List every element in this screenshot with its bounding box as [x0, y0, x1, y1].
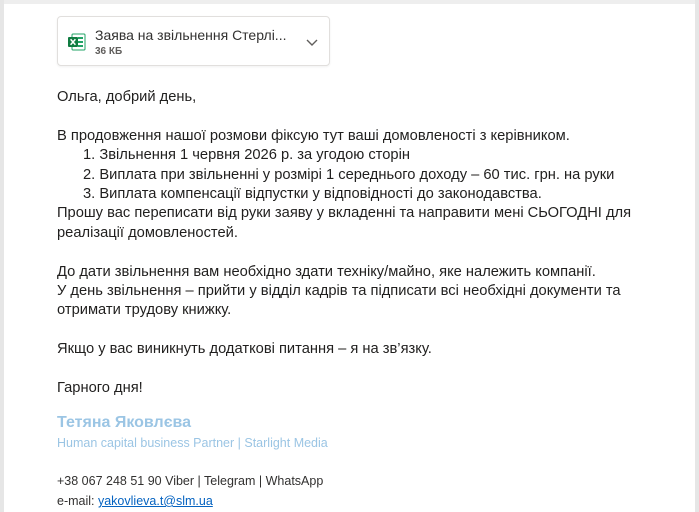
blank-line [57, 107, 687, 126]
signature-name: Тетяна Яковлєва [57, 414, 192, 431]
signature-title: Human capital business Partner | Starlight Media [57, 436, 328, 450]
message-body [57, 88, 687, 398]
dismissal-day-text: У день звільнення – прийти у відділ кадрів та підписати всі необхідні документи та отримати трудову книжку. [57, 283, 621, 319]
signature-email [57, 494, 213, 508]
excel-file-icon [67, 32, 87, 52]
email-label: e-mail: [57, 494, 98, 508]
closing-text: Гарного дня! [57, 380, 143, 397]
blank-line [57, 321, 687, 340]
intro-text: В продовження нашої розмови фіксую тут ваші домовленості з керівником. [57, 127, 570, 144]
top-band [0, 0, 699, 4]
questions-text: Якщо у вас виникнуть додаткові питання – я на зв’язку. [57, 341, 432, 358]
blank-line [57, 243, 687, 262]
list-item: 2. Виплата при звільненні у розмірі 1 середнього доходу – 60 тис. грн. на руки [83, 166, 615, 183]
request-text: Прошу вас переписати від руки заяву у вкладенні та направити мені СЬОГОДНІ для реалізації домовленостей. [57, 205, 632, 241]
list-item: 1. Звільнення 1 червня 2026 р. за угодою сторін [83, 147, 410, 164]
email-link[interactable]: yakovlieva.t@slm.ua [97, 494, 213, 508]
signature-phone: +38 067 248 51 90 Viber | Telegram | WhatsApp [57, 474, 324, 488]
greeting: Ольга, добрий день, [57, 89, 197, 105]
left-border [0, 0, 4, 512]
list-item: 3. Виплата компенсації відпустки у відповідності до законодавства. [83, 186, 542, 203]
attachment-card[interactable] [57, 16, 330, 66]
agreement-list [57, 146, 687, 204]
blank-line [57, 360, 687, 379]
attachment-size: 36 КБ [95, 46, 123, 57]
chevron-down-icon[interactable] [304, 34, 320, 50]
right-border [695, 0, 699, 512]
equipment-text: До дати звільнення вам необхідно здати техніку/майно, яке належить компанії. [57, 263, 596, 280]
attachment-name[interactable]: Заява на звільнення Стерлі... [95, 27, 287, 43]
